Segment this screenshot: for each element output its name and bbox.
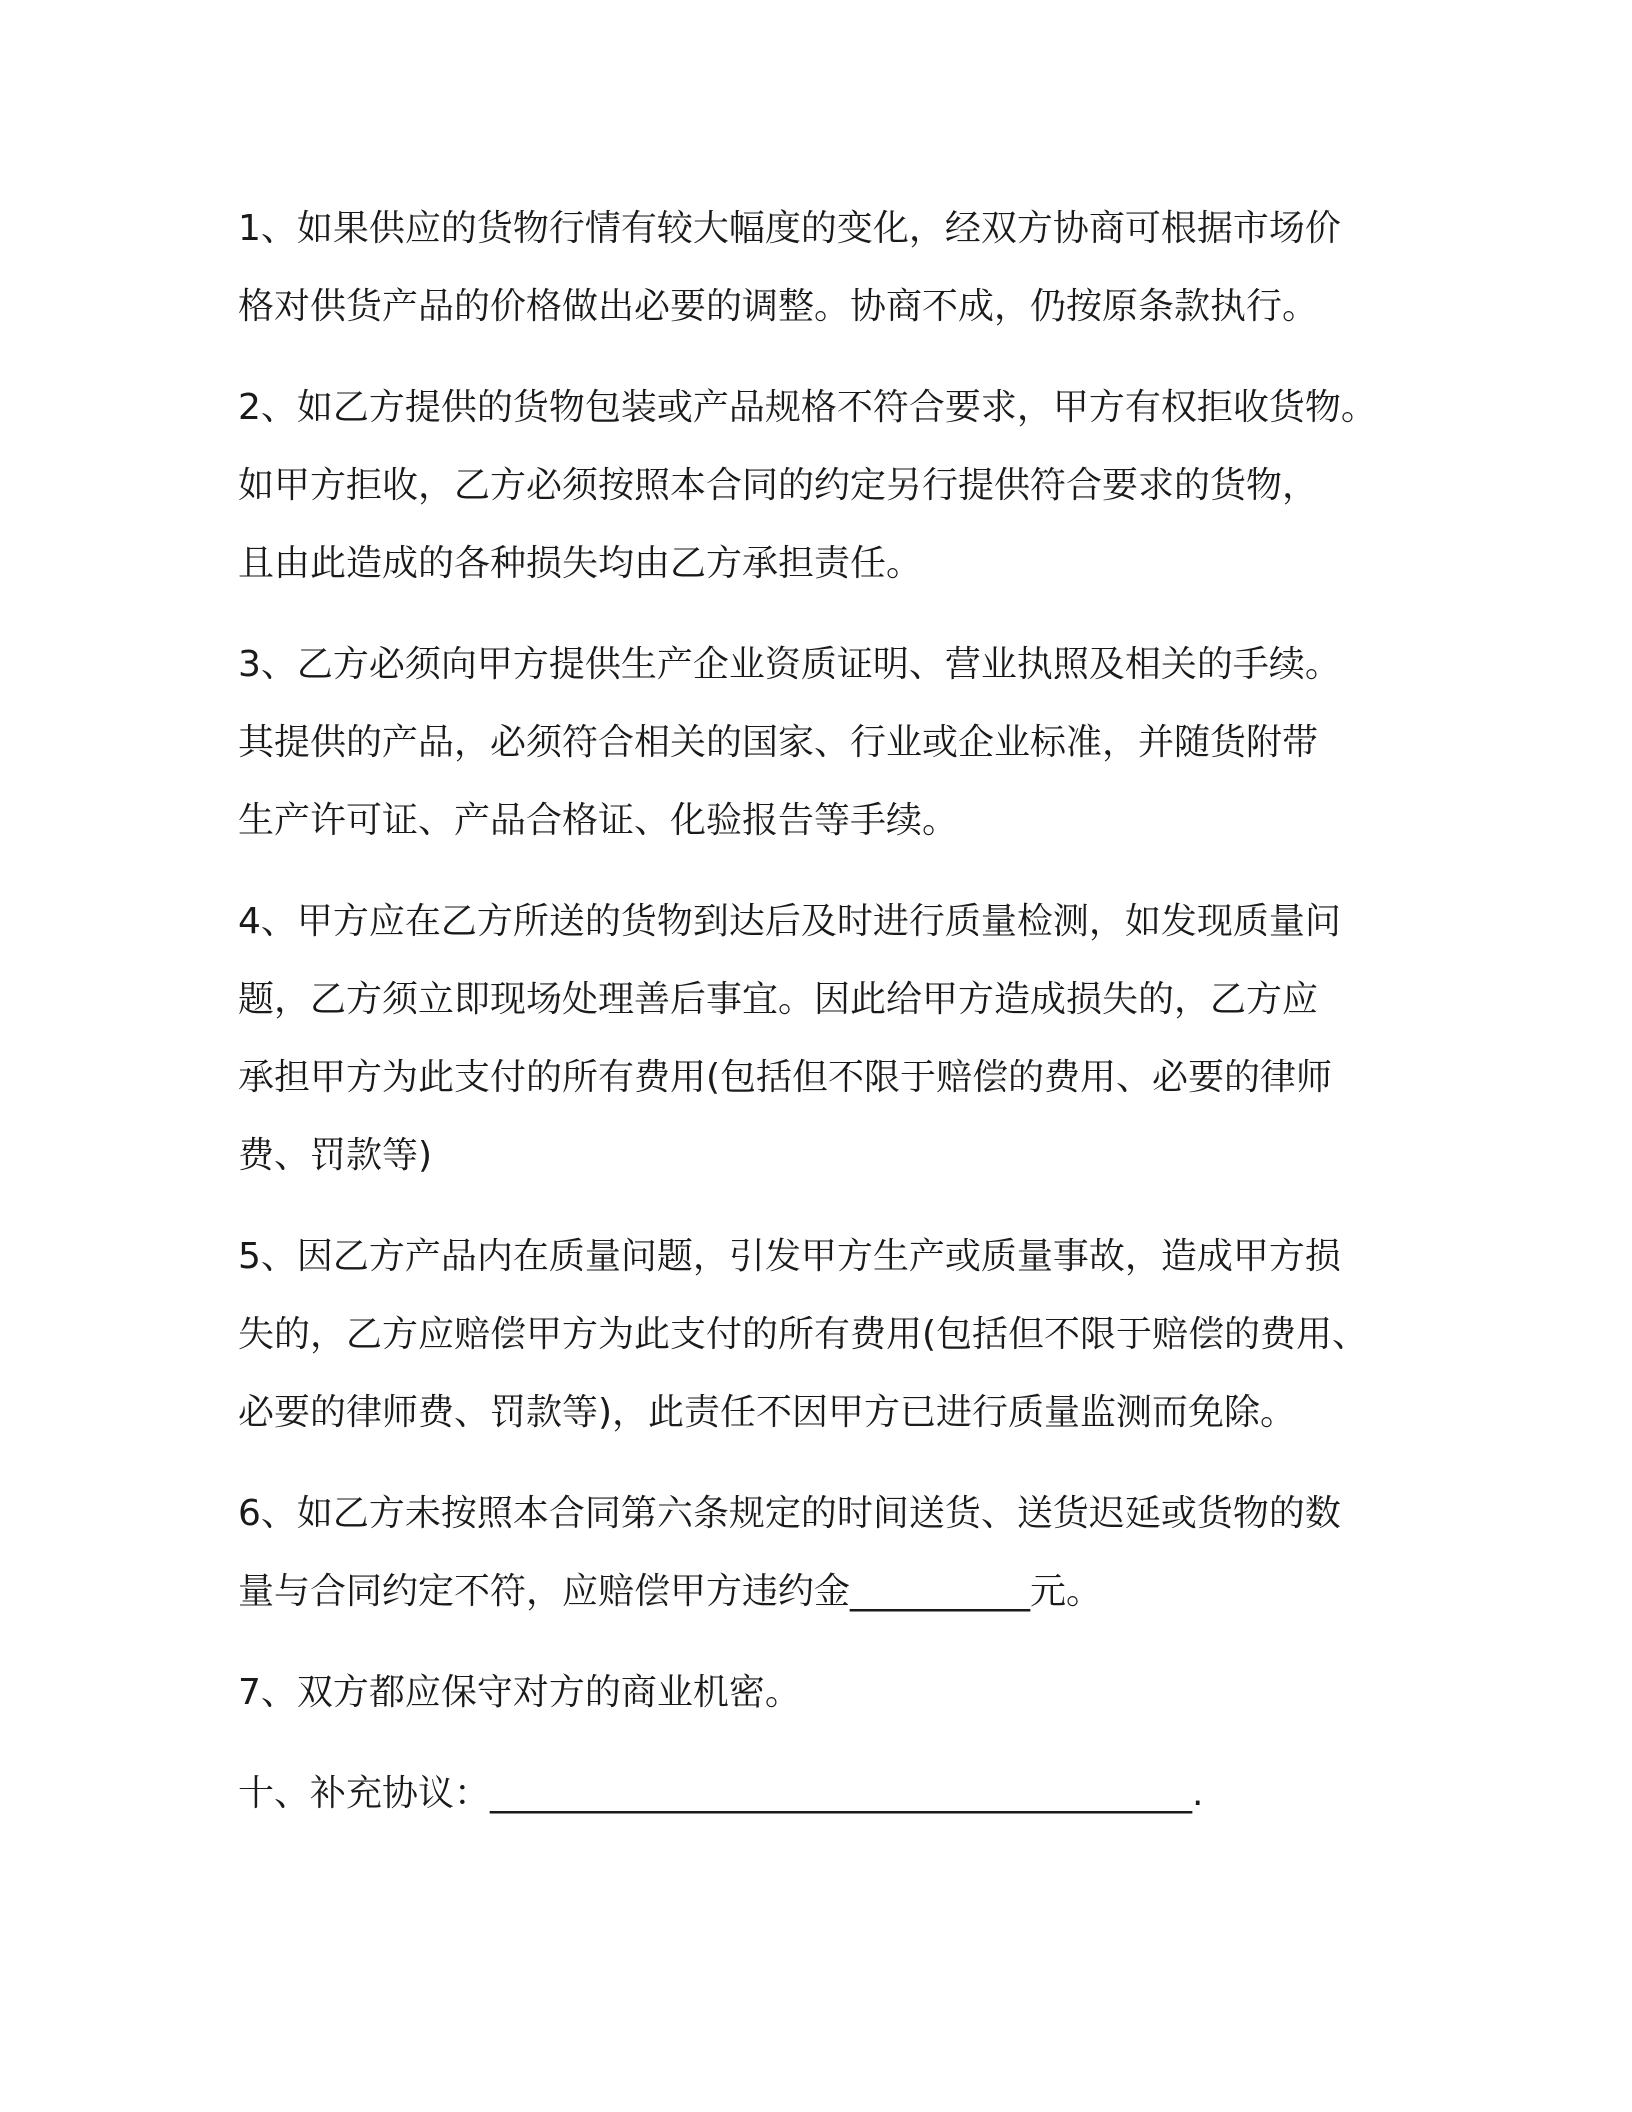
text-line: 格对供货产品的价格做出必要的调整。协商不成，仍按原条款执行。: [238, 286, 1319, 327]
text-line: 生产许可证、产品合格证、化验报告等手续。: [238, 800, 959, 841]
clause-3: [238, 626, 1418, 860]
text-line: 量与合同约定不符，应赔偿甲方违约金__________元。: [238, 1571, 1103, 1612]
text-line: 如甲方拒收，乙方必须按照本合同的约定另行提供符合要求的货物，: [238, 465, 1319, 506]
text-line: 失的，乙方应赔偿甲方为此支付的所有费用(包括但不限于赔偿的费用、: [238, 1314, 1369, 1355]
text-line: 必要的律师费、罚款等)，此责任不因甲方已进行质量监测而免除。: [238, 1392, 1297, 1433]
text-line: 题，乙方须立即现场处理善后事宜。因此给甲方造成损失的，乙方应: [238, 979, 1319, 1020]
text-line: 费、罚款等): [238, 1135, 433, 1176]
text-line: 7、双方都应保守对方的商业机密。: [238, 1672, 801, 1713]
text-line: 且由此造成的各种损失均由乙方承担责任。: [238, 543, 923, 584]
section-supplementary-agreement: [238, 1755, 1418, 1833]
document-body: [238, 190, 1418, 1856]
clause-1: [238, 190, 1418, 346]
clause-7: [238, 1654, 1418, 1732]
clause-4: [238, 883, 1418, 1195]
text-line: 承担甲方为此支付的所有费用(包括但不限于赔偿的费用、必要的律师: [238, 1057, 1333, 1098]
text-line: 4、甲方应在乙方所送的货物到达后及时进行质量检测，如发现质量问: [238, 901, 1341, 942]
text-line: 1、如果供应的货物行情有较大幅度的变化，经双方协商可根据市场价: [238, 208, 1341, 249]
clause-2: [238, 369, 1418, 603]
text-line: 十、补充协议：_______________________________________.: [238, 1773, 1204, 1814]
text-line: 2、如乙方提供的货物包装或产品规格不符合要求，甲方有权拒收货物。: [238, 387, 1377, 428]
text-line: 其提供的产品，必须符合相关的国家、行业或企业标准，并随货附带: [238, 722, 1319, 763]
clause-5: [238, 1218, 1418, 1452]
text-line: 5、因乙方产品内在质量问题，引发甲方生产或质量事故，造成甲方损: [238, 1236, 1341, 1277]
text-line: 6、如乙方未按照本合同第六条规定的时间送货、送货迟延或货物的数: [238, 1493, 1341, 1534]
clause-6: [238, 1475, 1418, 1631]
text-line: 3、乙方必须向甲方提供生产企业资质证明、营业执照及相关的手续。: [238, 644, 1341, 685]
